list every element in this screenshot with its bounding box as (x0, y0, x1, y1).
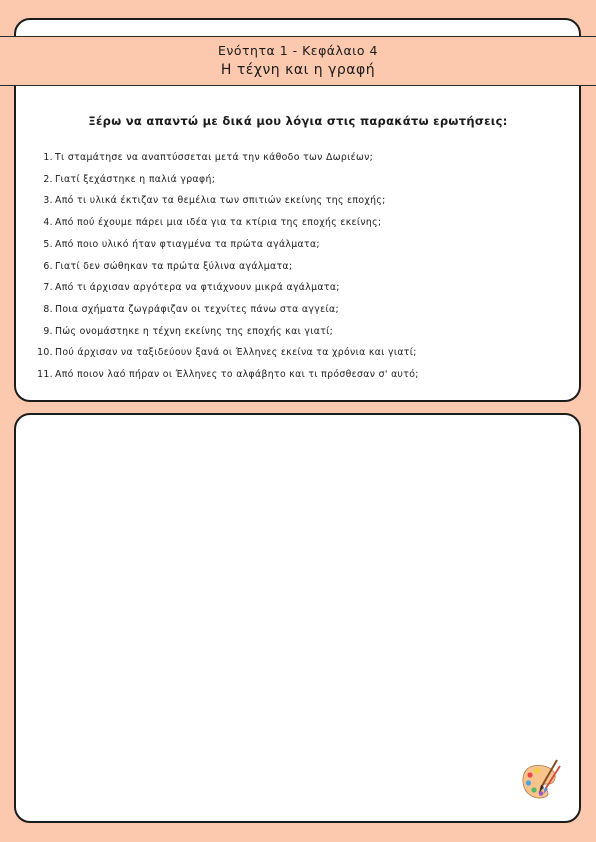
question-text: Γιατί ξεχάστηκε η παλιά γραφή; (55, 173, 216, 185)
question-text: Από ποιον λαό πήραν οι Έλληνες το αλφάβητο και τι πρόσθεσαν σ' αυτό; (55, 369, 419, 380)
question-number: 6. (43, 260, 53, 272)
question-number: 8. (43, 303, 53, 315)
question-text: Από ποιο υλικό ήταν φτιαγμένα τα πρώτα αγάλματα; (55, 238, 320, 250)
question-number: 11. (37, 369, 53, 380)
question-number: 5. (43, 238, 53, 250)
question-number: 3. (43, 195, 53, 207)
question-text: Από τι υλικά έκτιζαν τα θεμέλια των σπιτιών εκείνης της εποχής; (55, 195, 386, 207)
question-number: 1. (43, 152, 53, 163)
page-title: Η τέχνη και η γραφή (220, 62, 376, 78)
title-banner (0, 36, 596, 86)
question-text: Πού άρχισαν να ταξιδεύουν ξανά οι Έλληνες εκείνα τα χρόνια και γιατί; (55, 347, 417, 359)
instruction-text: Ξέρω να απαντώ με δικά μου λόγια στις παρακάτω ερωτήσεις: (88, 114, 508, 128)
unit-chapter-label: Ενότητα 1 - Κεφάλαιο 4 (217, 43, 378, 58)
question-text: Από τι άρχισαν αργότερα να φτιάχνουν μικρά αγάλματα; (55, 282, 340, 294)
question-number: 4. (43, 217, 53, 229)
question-number: 10. (37, 347, 53, 359)
question-text: Τι σταμάτησε να αναπτύσσεται μετά την κάθοδο των Δωριέων; (55, 152, 374, 163)
question-text: Πώς ονομάστηκε η τέχνη εκείνης της εποχής και γιατί; (55, 325, 334, 337)
question-number: 7. (43, 282, 53, 294)
question-text: Από πού έχουμε πάρει μια ιδέα για τα κτίρια της εποχής εκείνης; (55, 217, 382, 229)
question-number: 9. (43, 325, 53, 337)
question-number: 2. (43, 173, 53, 185)
question-text: Γιατί δεν σώθηκαν τα πρώτα ξύλινα αγάλματα; (55, 260, 293, 272)
paint-palette-icon (520, 758, 562, 804)
question-text: Ποια σχήματα ζωγράφιζαν οι τεχνίτες πάνω στα αγγεία; (55, 303, 339, 315)
answer-card (14, 413, 581, 823)
